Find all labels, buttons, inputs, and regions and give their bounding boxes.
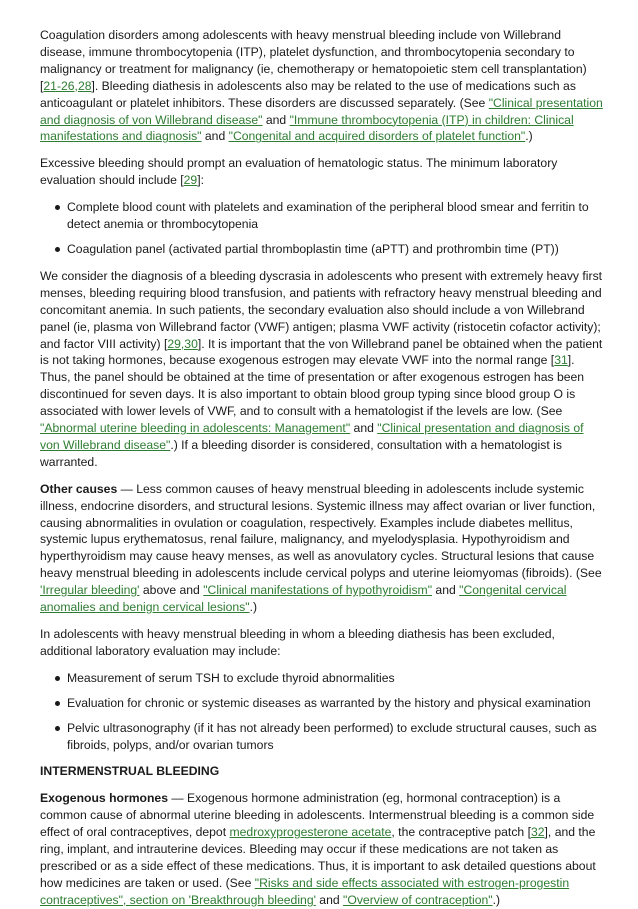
link-platelet-function-disorders[interactable]: "Congenital and acquired disorders of platelet function" <box>228 129 526 144</box>
link-von-willebrand-diagnosis[interactable]: "Clinical presentation and diagnosis of von Willebrand disease" <box>40 421 584 452</box>
link-contraceptive-side-effects[interactable]: "Risks and side effects associated with estrogen-progestin contraceptives", section on 'Breakthrough bleeding' <box>40 875 570 907</box>
link-hypothyroidism[interactable]: "Clinical manifestations of hypothyroidism" <box>203 583 433 598</box>
link-irregular-bleeding[interactable]: 'Irregular bleeding' <box>40 583 140 598</box>
list-item: Complete blood count with platelets and examination of the peripheral blood smear and ferritin to detect anemia or thrombocytopenia <box>40 199 606 233</box>
reference-link[interactable]: 31 <box>554 353 568 368</box>
link-cervical-anomalies[interactable]: "Congenital cervical anomalies and benign cervical lesions" <box>40 583 567 615</box>
reference-link[interactable]: 29,30 <box>167 336 198 351</box>
reference-link[interactable]: 32 <box>530 825 545 840</box>
list-item: Evaluation for chronic or systemic diseases as warranted by the history and physical examination <box>40 695 606 712</box>
paragraph-bleeding-dyscrasia: We consider the diagnosis of a bleeding dyscrasia in adolescents who present with extremely heavy first menses, bleeding requiring blood transfusion, and patients with refractory heavy menstrual bleeding and concomitant anemia. In such patients, the secondary evaluation also should include a von Willebrand panel (ie, plasma von Willebrand factor (VWF) antigen; plasma VWF activity (ristocetin cofactor activity); and factor VIII activity) [29,30]. It is important that the von Willebrand panel be obtained when the patient is not taking hormones, because exogenous estrogen may elevate VWF into the normal range [31]. Thus, the panel should be obtained at the time of presentation or after exogenous estrogen has been discontinued for seven days. It is also important to obtain blood group typing since blood group O is associated with lower levels of VWF, and to consult with a hematologist if the levels are low. (See "Abnormal uterine bleeding in adolescents: Management" and "Clinical presentation and diagnosis of von Willebrand disease".) If a bleeding disorder is considered, consultation with a hematologist is warranted. <box>40 268 603 469</box>
reference-link[interactable]: 29 <box>183 173 198 188</box>
link-overview-of-contraception[interactable]: "Overview of contraception" <box>343 892 493 907</box>
paragraph-exogenous-hormones: Exogenous hormones — Exogenous hormone administration (eg, hormonal contraception) is a common cause of abnormal uterine bleeding in adolescents. Intermenstrual bleeding is a common side effect of oral contraceptives, depot medroxyprogesterone acetate, the contraceptive patch [32], and the ring, implant, and intrauterine devices. Bleeding may occur if these medications are not taken as prescribed or as a side effect of these medications. Thus, it is important to ask detailed questions about how medicines are taken or used. (See "Risks and side effects associated with estrogen-progestin contraceptives", section on 'Breakthrough bleeding' and "Overview of contraception".) <box>40 791 596 907</box>
lab-evaluation-list <box>40 199 606 258</box>
list-item: Pelvic ultrasonography (if it has not already been performed) to exclude structural causes, such as fibroids, polyps, and/or ovarian tumors <box>40 720 606 754</box>
paragraph-other-causes: Other causes — Less common causes of heavy menstrual bleeding in adolescents include systemic illness, endocrine disorders, and structural lesions. Systemic illness may affect ovarian or liver function, causing abnormalities in ovulation or coagulation, respectively. Examples include diabetes mellitus, systemic lupus erythematosus, renal failure, malignancy, and myelodysplasia. Hypothyroidism and hyperthyroidism may cause heavy menses, as well as anovulatory cycles. Structural lesions that cause heavy menstrual bleeding in adolescents include cervical polyps and uterine leiomyomas (fibroids). (See 'Irregular bleeding' above and "Clinical manifestations of hypothyroidism" and "Congenital cervical anomalies and benign cervical lesions".) <box>40 481 602 615</box>
section-lead-exogenous-hormones: Exogenous hormones <box>40 791 168 806</box>
list-item: Measurement of serum TSH to exclude thyroid abnormalities <box>40 670 606 687</box>
additional-evaluation-list <box>40 670 606 754</box>
reference-link[interactable]: 21-26,28 <box>43 78 92 93</box>
link-medroxyprogesterone-acetate[interactable]: medroxyprogesterone acetate <box>229 825 392 840</box>
section-heading-intermenstrual-bleeding: INTERMENSTRUAL BLEEDING <box>40 764 220 779</box>
paragraph-additional-evaluation: In adolescents with heavy menstrual bleeding in whom a bleeding diathesis has been excluded, additional laboratory evaluation may include: <box>40 627 555 658</box>
link-von-willebrand-diagnosis[interactable]: "Clinical presentation and diagnosis of von Willebrand disease" <box>40 95 603 127</box>
paragraph-hematologic-evaluation: Excessive bleeding should prompt an evaluation of hematologic status. The minimum laboratory evaluation should include [29]: <box>40 156 558 188</box>
list-item: Coagulation panel (activated partial thromboplastin time (aPTT) and prothrombin time (PT)) <box>40 241 606 258</box>
section-lead-other-causes: Other causes <box>40 481 118 496</box>
link-aub-adolescents-management[interactable]: "Abnormal uterine bleeding in adolescents: Management" <box>40 421 351 436</box>
link-itp-children[interactable]: "Immune thrombocytopenia (ITP) in children: Clinical manifestations and diagnosis" <box>40 112 574 144</box>
paragraph-coagulation-disorders: Coagulation disorders among adolescents with heavy menstrual bleeding include von Willebrand disease, immune thrombocytopenia (ITP), platelet dysfunction, and thrombocytopenia secondary to malignancy or treatment for malignancy (ie, chemotherapy or hematopoietic stem cell transplantation) [21-26,28]. Bleeding diathesis in adolescents also may be related to the use of medications such as anticoagulant or platelet inhibitors. These disorders are discussed separately. (See "Clinical presentation and diagnosis of von Willebrand disease" and "Immune thrombocytopenia (ITP) in children: Clinical manifestations and diagnosis" and "Congenital and acquired disorders of platelet function".) <box>40 28 603 144</box>
